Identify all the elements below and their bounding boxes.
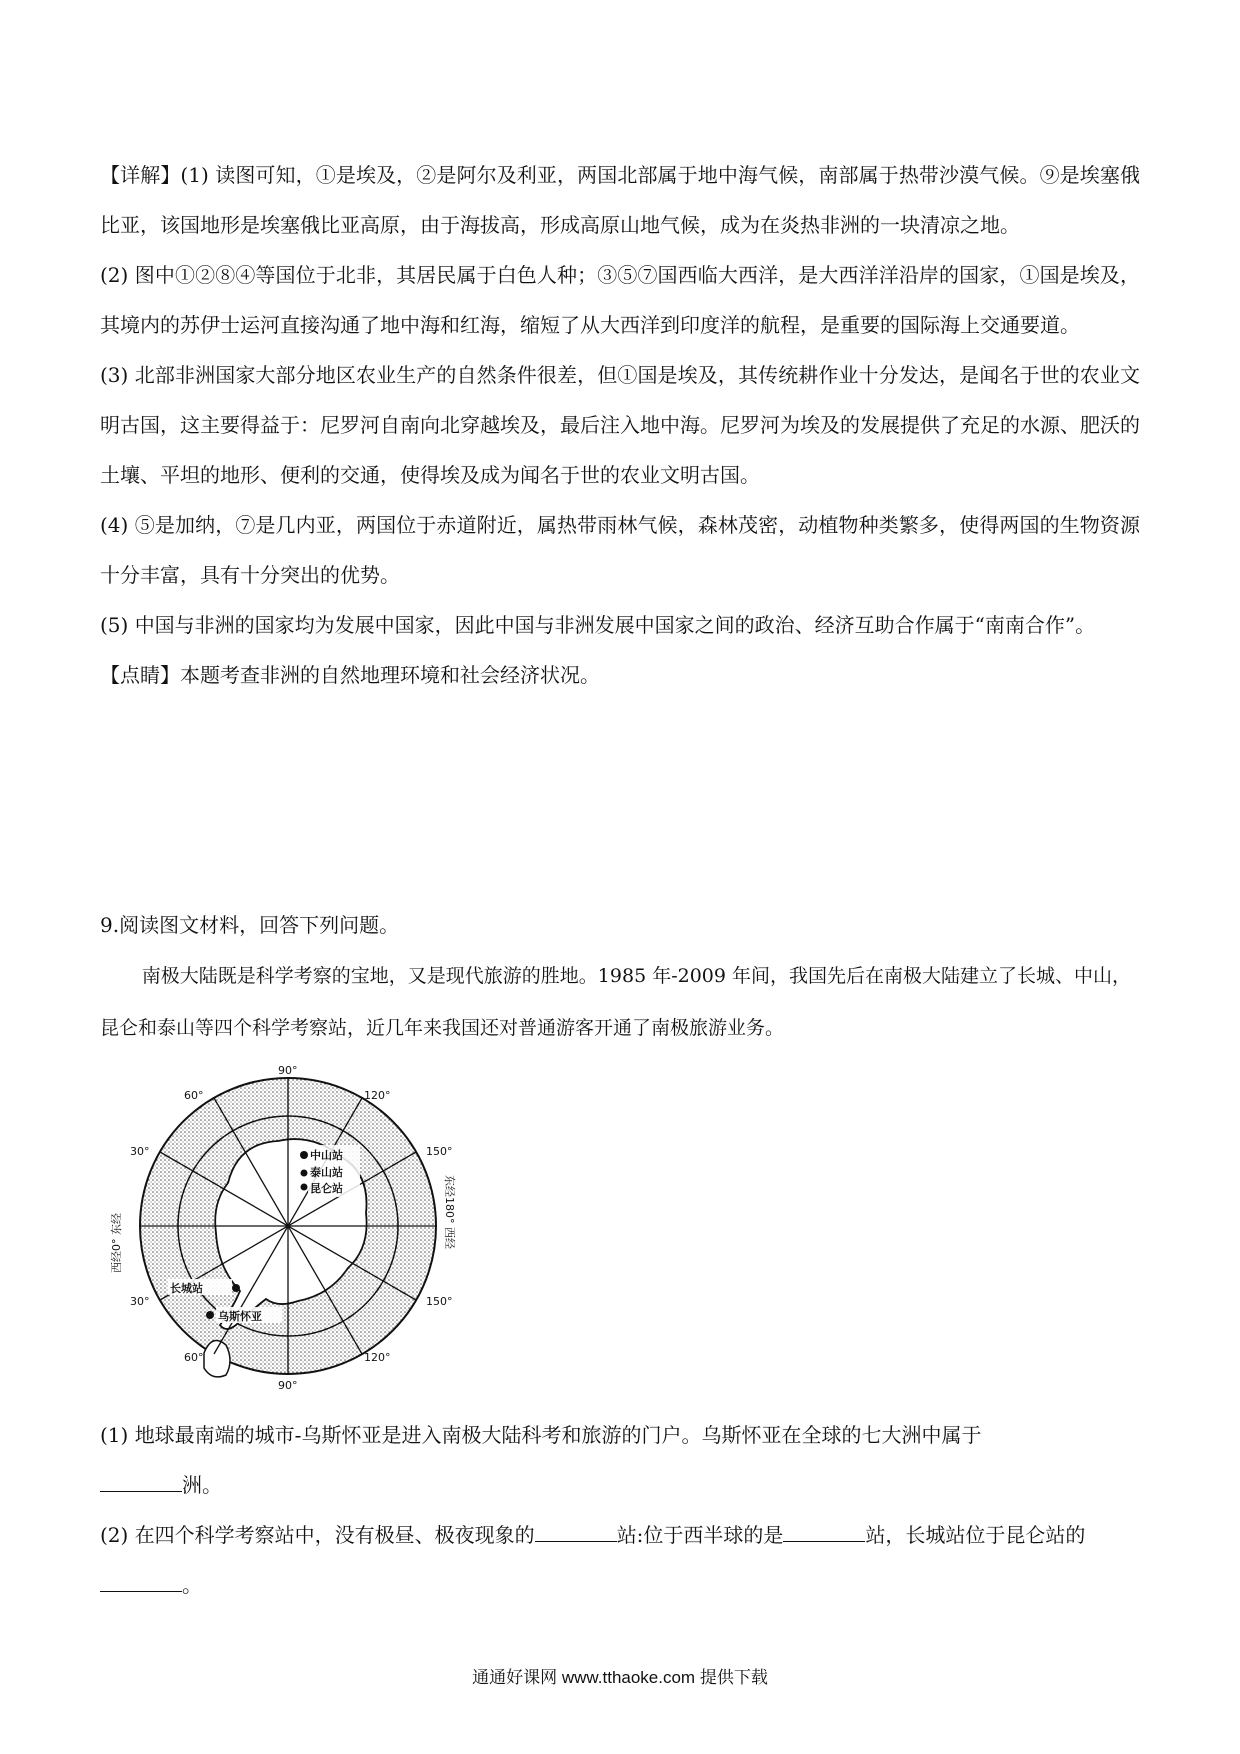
deg-label: 60° xyxy=(184,1089,204,1102)
western-meridian-label: 西经0° 东经 xyxy=(110,1213,123,1273)
deg-label: 60° xyxy=(184,1351,204,1364)
taishan-station-label: 泰山站 xyxy=(310,1166,343,1179)
deg-label: 150° xyxy=(426,1145,453,1158)
ushuaia-marker xyxy=(206,1311,214,1319)
changcheng-station-label: 长城站 xyxy=(170,1282,203,1295)
deg-label: 30° xyxy=(130,1295,150,1308)
page-footer: 通通好课网 www.tthaoke.com 提供下载 xyxy=(472,1668,768,1687)
subquestion-2: (2) 在四个科学考察站中，没有极昼、极夜现象的 站:位于西半球的是 站，长城站位于昆仑站的。 xyxy=(100,1523,1086,1597)
subquestion-1: (1) 地球最南端的城市-乌斯怀亚是进入南极大陆科考和旅游的门户。乌斯怀亚在全球的七大洲中属于 洲。 xyxy=(100,1423,982,1497)
zhongshan-station-label: 中山站 xyxy=(310,1149,343,1162)
deg-label: 120° xyxy=(364,1351,391,1364)
question-9-subquestions xyxy=(100,1410,1140,1610)
explanation-part-4: (4) ⑤是加纳，⑦是几内亚，两国位于赤道附近，属热带雨林气候，森林茂密，动植物种类繁多，使得两国的生物资源十分丰富，具有十分突出的优势。 xyxy=(100,513,1140,587)
zhongshan-station-marker xyxy=(300,1151,308,1159)
key-point: 【点睛】本题考查非洲的自然地理环境和社会经济状况。 xyxy=(100,663,600,687)
deg-label: 30° xyxy=(130,1145,150,1158)
deg-label: 90° xyxy=(278,1064,298,1077)
explanation-section xyxy=(100,150,1140,700)
explanation-part-1: 【详解】(1) 读图可知，①是埃及，②是阿尔及利亚，两国北部属于地中海气候，南部属于热带沙漠气候。⑨是埃塞俄比亚，该国地形是埃塞俄比亚高原，由于海拔高，形成高原山地气候，成为在炎热非洲的一块清凉之地。 xyxy=(100,163,1140,237)
antarctica-map xyxy=(108,1063,460,1393)
question-9-material xyxy=(100,950,1140,1054)
deg-label: 150° xyxy=(426,1295,453,1308)
changcheng-station-marker xyxy=(232,1284,240,1292)
answer-blank[interactable] xyxy=(783,1540,865,1542)
explanation-part-5: (5) 中国与非洲的国家均为发展中国家，因此中国与非洲发展中国家之间的政治、经济互助合作属于“南南合作”。 xyxy=(100,613,1096,637)
answer-blank[interactable] xyxy=(100,1490,182,1492)
question-9-title: 9.阅读图文材料，回答下列问题。 xyxy=(100,913,400,937)
deg-label: 120° xyxy=(364,1089,391,1102)
taishan-station-marker xyxy=(301,1170,308,1177)
deg-label: 90° xyxy=(278,1379,298,1392)
kunlun-station-label: 昆仑站 xyxy=(310,1182,343,1195)
answer-blank[interactable] xyxy=(100,1590,182,1592)
explanation-part-2: (2) 图中①②⑧④等国位于北非，其居民属于白色人种；③⑤⑦国西临大西洋，是大西洋洋沿岸的国家，①国是埃及，其境内的苏伊士运河直接沟通了地中海和红海，缩短了从大西洋到印度洋的航程，是重要的国际海上交通要道。 xyxy=(100,263,1140,337)
ushuaia-label: 乌斯怀亚 xyxy=(218,1310,262,1323)
explanation-part-3: (3) 北部非洲国家大部分地区农业生产的自然条件很差，但①国是埃及，其传统耕作业十分发达，是闻名于世的农业文明古国，这主要得益于：尼罗河自南向北穿越埃及，最后注入地中海。尼罗河为埃及的发展提供了充足的水源、肥沃的土壤、平坦的地形、便利的交通，使得埃及成为闻名于世的农业文明古国。 xyxy=(100,363,1140,487)
answer-blank[interactable] xyxy=(535,1540,617,1542)
kunlun-station-marker xyxy=(301,1184,308,1191)
material-text: 南极大陆既是科学考察的宝地，又是现代旅游的胜地。1985 年-2009 年间，我国先后在南极大陆建立了长城、中山，昆仑和泰山等四个科学考察站，近几年来我国还对普通游客开通了南极旅游业务。 xyxy=(100,965,1132,1039)
south-america-tip xyxy=(204,1341,230,1377)
eastern-meridian-label: 东经180° 西经 xyxy=(443,1175,456,1249)
